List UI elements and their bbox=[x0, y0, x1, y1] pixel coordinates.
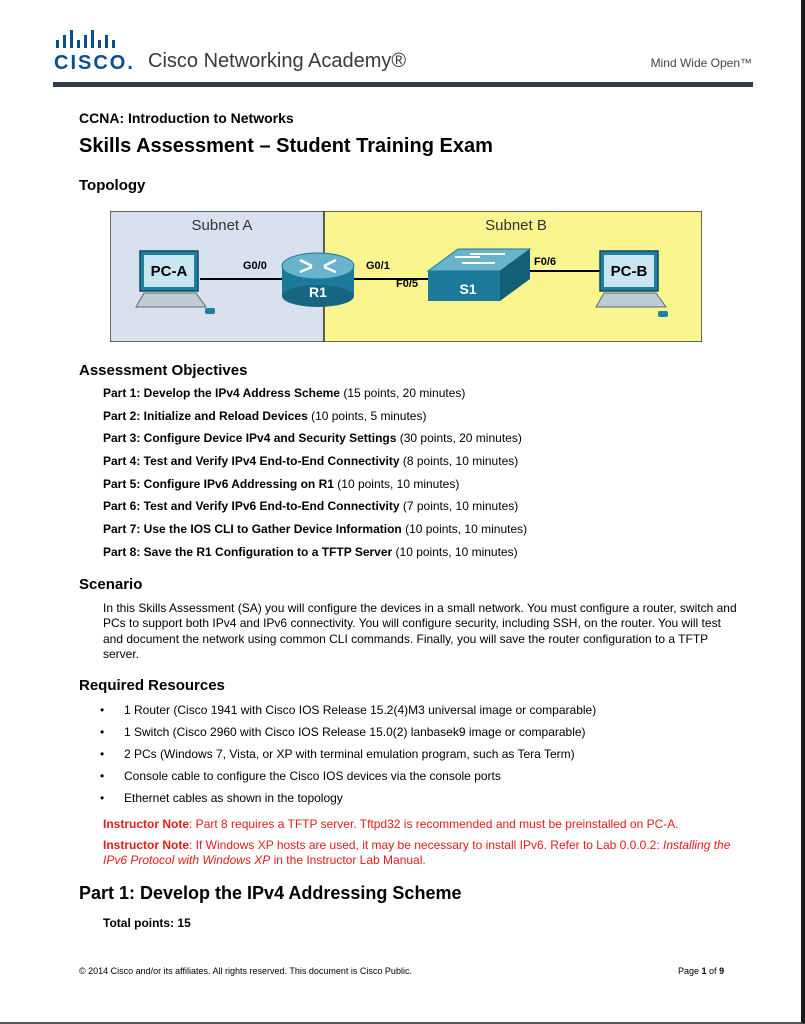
objective-item: Part 5: Configure IPv6 Addressing on R1 (10 points, 10 minutes) bbox=[103, 476, 460, 491]
pc-b-label: PC-B bbox=[610, 263, 648, 280]
objectives-heading: Assessment Objectives bbox=[79, 362, 248, 379]
document-header bbox=[52, 30, 752, 90]
instructor-note-1: Instructor Note: Part 8 requires a TFTP server. Tftpd32 is recommended and must be preinstalled on PC-A. bbox=[103, 817, 679, 831]
academy-title: Cisco Networking Academy® bbox=[148, 50, 407, 72]
pc-a-label: PC-A bbox=[150, 263, 188, 280]
resources-list bbox=[100, 703, 596, 813]
objective-item: Part 7: Use the IOS CLI to Gather Device Information (10 points, 10 minutes) bbox=[103, 522, 528, 537]
resource-item: • 1 Switch (Cisco 2960 with Cisco IOS Release 15.0(2) lanbasek9 image or comparable) bbox=[100, 725, 596, 747]
subnet-a-label: Subnet A bbox=[191, 217, 253, 234]
instructor-note-2: Instructor Note: If Windows XP hosts are used, it may be necessary to install IPv6. Refer to Lab 0.0.0.2: Installing the IPv6 Protocol with Windows XP in the Instructor Lab Manual. bbox=[103, 838, 731, 867]
footer-copyright: © 2014 Cisco and/or its affiliates. All rights reserved. This document is Cisco Public. bbox=[79, 966, 412, 976]
resource-item: • Console cable to configure the Cisco IOS devices via the console ports bbox=[100, 769, 596, 791]
objective-item: Part 3: Configure Device IPv4 and Security Settings (30 points, 20 minutes) bbox=[103, 431, 522, 446]
part1-heading: Part 1: Develop the IPv4 Addressing Scheme bbox=[79, 883, 462, 903]
objective-item: Part 4: Test and Verify IPv4 End-to-End Connectivity (8 points, 10 minutes) bbox=[103, 454, 519, 469]
router-label: R1 bbox=[309, 284, 327, 300]
resource-item: • Ethernet cables as shown in the topology bbox=[100, 791, 596, 813]
course-name: CCNA: Introduction to Networks bbox=[79, 110, 294, 126]
cisco-logo-icon bbox=[52, 30, 132, 52]
iface-g00: G0/0 bbox=[243, 260, 267, 272]
iface-g01: G0/1 bbox=[366, 260, 390, 272]
pc-b-icon bbox=[596, 251, 668, 317]
switch-label: S1 bbox=[459, 281, 477, 297]
iface-f06: F0/6 bbox=[534, 256, 557, 268]
tagline: Mind Wide Open™ bbox=[650, 56, 752, 70]
scenario-heading: Scenario bbox=[79, 576, 143, 593]
header-rule bbox=[53, 82, 753, 87]
iface-f05: F0/5 bbox=[396, 278, 419, 290]
page-title: Skills Assessment – Student Training Exam bbox=[79, 135, 493, 157]
objectives-list bbox=[103, 386, 527, 568]
resource-item: • 2 PCs (Windows 7, Vista, or XP with terminal emulation program, such as Tera Term) bbox=[100, 747, 596, 769]
resource-item: • 1 Router (Cisco 1941 with Cisco IOS Release 15.2(4)M3 universal image or comparable) bbox=[100, 703, 596, 725]
footer-page-number: Page 1 of 9 bbox=[678, 966, 725, 976]
objective-item: Part 1: Develop the IPv4 Address Scheme (15 points, 20 minutes) bbox=[103, 386, 466, 400]
objective-item: Part 6: Test and Verify IPv6 End-to-End Connectivity (7 points, 10 minutes) bbox=[103, 499, 519, 514]
objective-item: Part 2: Initialize and Reload Devices (10 points, 5 minutes) bbox=[103, 408, 427, 423]
topology-diagram bbox=[110, 211, 702, 342]
objective-item: Part 8: Save the R1 Configuration to a TFTP Server (10 points, 10 minutes) bbox=[103, 544, 518, 559]
part1-total-points: Total points: 15 bbox=[103, 916, 191, 930]
subnet-b-label: Subnet B bbox=[485, 217, 547, 234]
resources-heading: Required Resources bbox=[79, 677, 225, 694]
cisco-logo-text: CISCO. bbox=[54, 52, 135, 74]
topology-heading: Topology bbox=[79, 177, 146, 194]
scenario-text: In this Skills Assessment (SA) you will configure the devices in a small network. You must configure a router, switch and PCs to support both IPv4 and IPv6 connectivity. You will configure security, including SSH, on the router. You will test and document the network using common CLI commands. Finally, you will save the router configuration to a TFTP server. bbox=[103, 601, 737, 661]
